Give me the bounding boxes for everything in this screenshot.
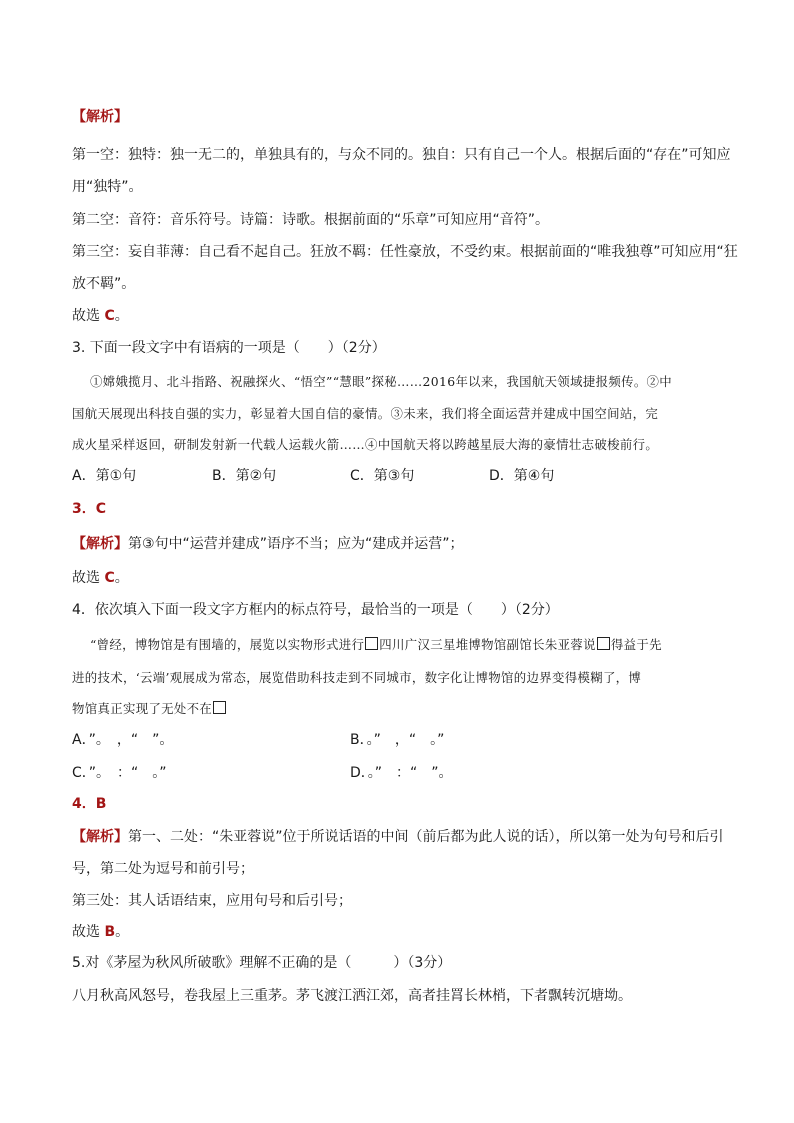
conclusion-answer: B xyxy=(104,924,116,940)
analysis-line xyxy=(72,535,464,553)
option-d: D．。” ：“ ”。 xyxy=(350,765,453,781)
analysis-label: 【解析】 xyxy=(72,109,128,125)
analysis-line: 放不羁”。 xyxy=(72,276,136,292)
analysis-text: 第一、二处：“朱亚蓉说”位于所说话语的中间（前后都为此人说的话），所以第一处为句号和后引 xyxy=(128,829,724,845)
analysis-line: 第一空：独特：独一无二的，单独具有的，与众不同的。独自：只有自己一个人。根据后面的“存在”可知应 xyxy=(72,147,731,163)
analysis-line: 用“独特”。 xyxy=(72,179,143,195)
passage-line xyxy=(72,700,227,718)
analysis-label: 【解析】 xyxy=(72,536,128,552)
option-d: D．第④句 xyxy=(489,468,555,484)
option-c: C．第③句 xyxy=(350,468,415,484)
analysis-line: 第三空：妄自菲薄：自己看不起自己。狂放不羁：任性豪放，不受约束。根据前面的“唯我独尊”可知应用“狂 xyxy=(72,244,738,260)
option-a: A．”。 ，“ ”。 xyxy=(72,732,174,748)
conclusion-suffix: 。 xyxy=(115,924,130,940)
conclusion-line xyxy=(72,569,129,587)
passage-segment: 物馆真正实现了无处不在 xyxy=(72,701,213,716)
passage-line: ①嫦娥揽月、北斗指路、祝融探火、“悟空”“慧眼”探秘……2016年以来，我国航天领域捷报频传。②中 xyxy=(90,374,673,389)
analysis-line: 第三处：其人话语结束，应用句号和后引号； xyxy=(72,893,352,909)
passage-segment: 得益于先 xyxy=(610,637,662,652)
conclusion-answer: C xyxy=(104,308,115,324)
conclusion-prefix: 故选 xyxy=(72,308,105,324)
answer: 4．B xyxy=(72,796,107,812)
passage-line: 国航天展现出科技自强的实力，彰显着大国自信的豪情。③未来，我们将全面运营并建成中国空间站，完 xyxy=(72,406,659,421)
analysis-line xyxy=(72,828,724,846)
passage-line xyxy=(90,636,662,654)
conclusion-prefix: 故选 xyxy=(72,924,105,940)
question-stem: 4．依次填入下面一段文字方框内的标点符号，最恰当的一项是（ ）（2分） xyxy=(72,602,559,618)
analysis-line: 号，第二处为逗号和前引号； xyxy=(72,861,254,877)
conclusion-suffix: 。 xyxy=(114,570,129,586)
analysis-label: 【解析】 xyxy=(72,829,128,845)
option-c: C．”。 ：“ 。” xyxy=(72,765,167,781)
option-b: B．。” ，“ 。” xyxy=(350,732,445,748)
poem-line: 八月秋高风怒号，卷我屋上三重茅。茅飞渡江洒江郊，高者挂罥长林梢，下者飘转沉塘坳。 xyxy=(72,988,632,1004)
conclusion-line xyxy=(72,923,129,941)
conclusion-suffix: 。 xyxy=(114,308,129,324)
blank-box xyxy=(597,637,610,650)
blank-box xyxy=(213,701,226,714)
conclusion-line xyxy=(72,307,129,325)
blank-box xyxy=(365,637,378,650)
passage-line: 成火星采样返回，研制发射新一代载人运载火箭……④中国航天将以跨越星辰大海的豪情壮志破梭前行。 xyxy=(72,437,659,452)
passage-line: 进的技术，‘云端’观展成为常态，展览借助科技走到不同城市，数字化让博物馆的边界变得模糊了，博 xyxy=(72,670,642,685)
passage-segment: “曾经，博物馆是有围墙的，展览以实物形式进行 xyxy=(90,637,365,652)
option-b: B．第②句 xyxy=(212,468,277,484)
question-stem: 3. 下面一段文字中有语病的一项是（ ）（2分） xyxy=(72,340,386,356)
option-a: A．第①句 xyxy=(72,468,137,484)
conclusion-prefix: 故选 xyxy=(72,570,105,586)
analysis-line: 第二空：音符：音乐符号。诗篇：诗歌。根据前面的“乐章”可知应用“音符”。 xyxy=(72,212,550,228)
passage-segment: 四川广汉三星堆博物馆副馆长朱亚蓉说 xyxy=(379,637,596,652)
answer: 3．C xyxy=(72,501,107,517)
conclusion-answer: C xyxy=(104,570,115,586)
question-stem: 5.对《茅屋为秋风所破歌》理解不正确的是（ ）（3分） xyxy=(72,955,452,971)
analysis-text: 第③句中“运营并建成”语序不当；应为“建成并运营”； xyxy=(128,536,464,552)
